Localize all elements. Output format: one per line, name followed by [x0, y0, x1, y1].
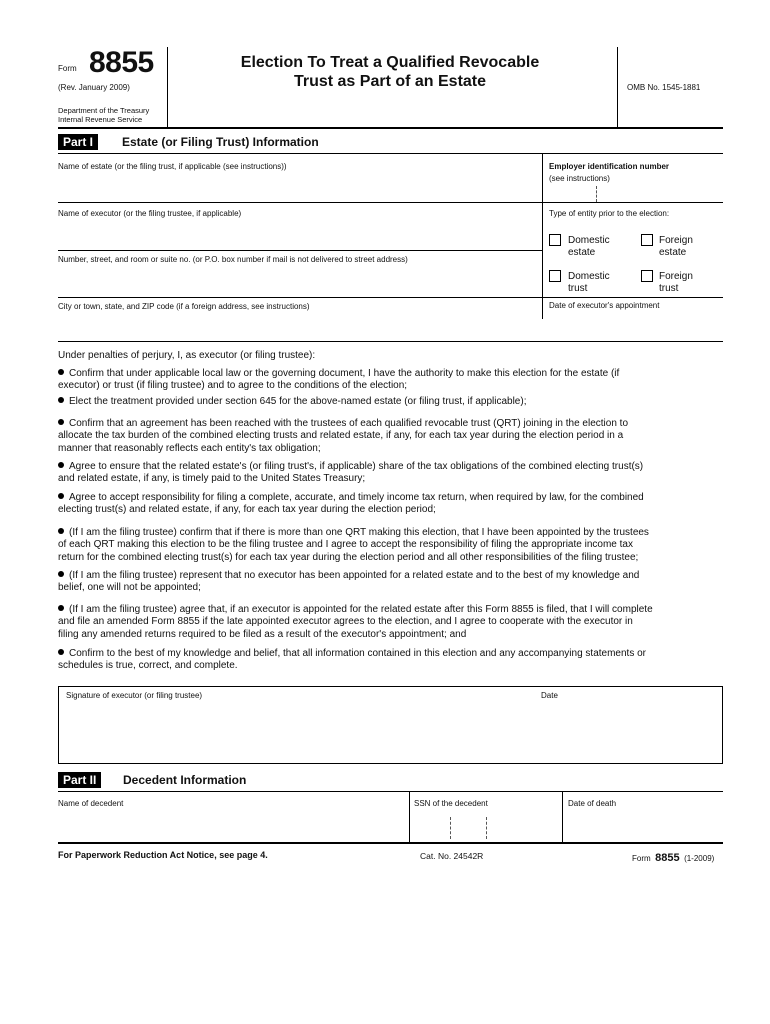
foreign-trust-checkbox[interactable] [641, 270, 653, 282]
statement-item: (If I am the filing trustee) represent that no executor has been appointed for a related estate and to the best of my knowledge and belief, one will not be appointed; [58, 570, 640, 594]
form-revision: (Rev. January 2009) [58, 83, 130, 92]
domestic-trust-label: Domestic trust [568, 271, 610, 294]
ssn-separator-2 [486, 817, 487, 839]
decedent-ssn-field[interactable]: SSN of the decedent [414, 799, 488, 808]
domestic-estate-label: Domestic estate [568, 235, 610, 258]
part1-rule-bottom [58, 341, 723, 342]
part1-tag: Part I [58, 134, 98, 150]
row3-rule [58, 297, 723, 298]
header-divider-left [167, 47, 168, 127]
paperwork-notice: For Paperwork Reduction Act Notice, see page 4. [58, 850, 268, 860]
statement-item: Agree to ensure that the related estate's (or filing trust's, if applicable) share of the tax obligations of the combined electing trust(s) and related estate, if any, is timely paid to the United States Treasury; [58, 461, 644, 485]
decedent-name-field[interactable]: Name of decedent [58, 799, 124, 808]
part1-column-divider [542, 154, 543, 319]
part2-rule-top [58, 791, 723, 792]
footer-form-id: Form 8855 (1-2009) [632, 852, 715, 864]
statement-item: Agree to accept responsibility for filing a complete, accurate, and timely income tax return, when required by law, for the combined electing trust(s) and related estate, if any, for each tax year during the election period; [58, 492, 644, 516]
form-title-line1: Election To Treat a Qualified Revocable [240, 54, 540, 71]
ssn-separator-1 [450, 817, 451, 839]
part1-rule-top [58, 153, 723, 154]
form-number: 8855 [89, 46, 154, 79]
signature-date-label: Date [541, 691, 558, 700]
foreign-estate-checkbox[interactable] [641, 234, 653, 246]
part1-title: Estate (or Filing Trust) Information [122, 135, 319, 149]
foreign-estate-label: Foreign estate [659, 235, 693, 258]
part2-tag: Part II [58, 772, 101, 788]
address-field[interactable]: Number, street, and room or suite no. (or P.O. box number if mail is not delivered to street address) [58, 255, 408, 264]
entity-type-label: Type of entity prior to the election: [549, 209, 670, 218]
statement-item: Confirm that an agreement has been reached with the trustees of each qualified revocable trust (QRT) joining in the election to allocate the tax burden of the combined electing trusts and related estate, if any, for each tax year during the election period in a manner that reasonably reflects each entity's tax obligation; [58, 418, 629, 454]
date-of-death-field[interactable]: Date of death [568, 799, 617, 808]
statement-item: Confirm to the best of my knowledge and belief, that all information contained in this election and any accompanying statements or schedules is true, correct, and complete. [58, 648, 646, 672]
department-label: Department of the Treasury [58, 106, 150, 115]
catalog-number: Cat. No. 24542R [420, 851, 484, 861]
part2-divider-2 [562, 792, 563, 842]
statement-intro: Under penalties of perjury, I, as executor (or filing trustee): [58, 350, 316, 361]
city-state-zip-field[interactable]: City or town, state, and ZIP code (if a foreign address, see instructions) [58, 302, 310, 311]
form-label: Form [58, 64, 77, 73]
statement-item: (If I am the filing trustee) confirm that if there is more than one QRT making this election, that I have been appointed by the trustees of each QRT making this election to be the filing trustee and I agree to accept the responsibility of filing the appropriate income tax return for the combined electing trust(s) for each tax year during the election period and all other responsibilities of the filing trustee; [58, 527, 649, 563]
name-of-estate-field[interactable]: Name of estate (or the filing trust, if applicable (see instructions)) [58, 162, 287, 171]
signature-label: Signature of executor (or filing trustee) [66, 691, 203, 700]
part2-rule-bottom [58, 842, 723, 844]
part2-divider-1 [409, 792, 410, 842]
ein-label: Employer identification number [549, 162, 670, 171]
domestic-trust-checkbox[interactable] [549, 270, 561, 282]
statement-item: (If I am the filing trustee) agree that, if an executor is appointed for the related estate after this Form 8855 is filed, that I will complete and file an amended Form 8855 if the late appointed executor agrees to the election, and I agree to cooperate with the executor in filing any amended returns required to be filed as a result of the executor's appointment; and [58, 604, 653, 640]
service-label: Internal Revenue Service [58, 115, 143, 124]
ein-sublabel: (see instructions) [549, 174, 610, 183]
appointment-date-field[interactable]: Date of executor's appointment [549, 301, 660, 310]
omb-number: OMB No. 1545-1881 [627, 83, 701, 92]
part2-title: Decedent Information [123, 773, 247, 787]
header-bottom-rule [58, 127, 723, 129]
name-of-executor-field[interactable]: Name of executor (or the filing trustee, if applicable) [58, 209, 242, 218]
row2-rule [58, 250, 542, 251]
statement-item: Elect the treatment provided under section 645 for the above-named estate (or filing trust, if applicable); [58, 396, 718, 408]
form-title-line2: Trust as Part of an Estate [293, 73, 487, 90]
header-divider-right [617, 47, 618, 127]
statement-item: Confirm that under applicable local law or the governing document, I have the authority to make this election for the estate (if executor) or trust (if filing trustee) and to agree to the conditions of the election; [58, 368, 620, 392]
ein-field-separator[interactable] [596, 186, 597, 202]
foreign-trust-label: Foreign trust [659, 271, 693, 294]
row1-rule [58, 202, 723, 203]
domestic-estate-checkbox[interactable] [549, 234, 561, 246]
